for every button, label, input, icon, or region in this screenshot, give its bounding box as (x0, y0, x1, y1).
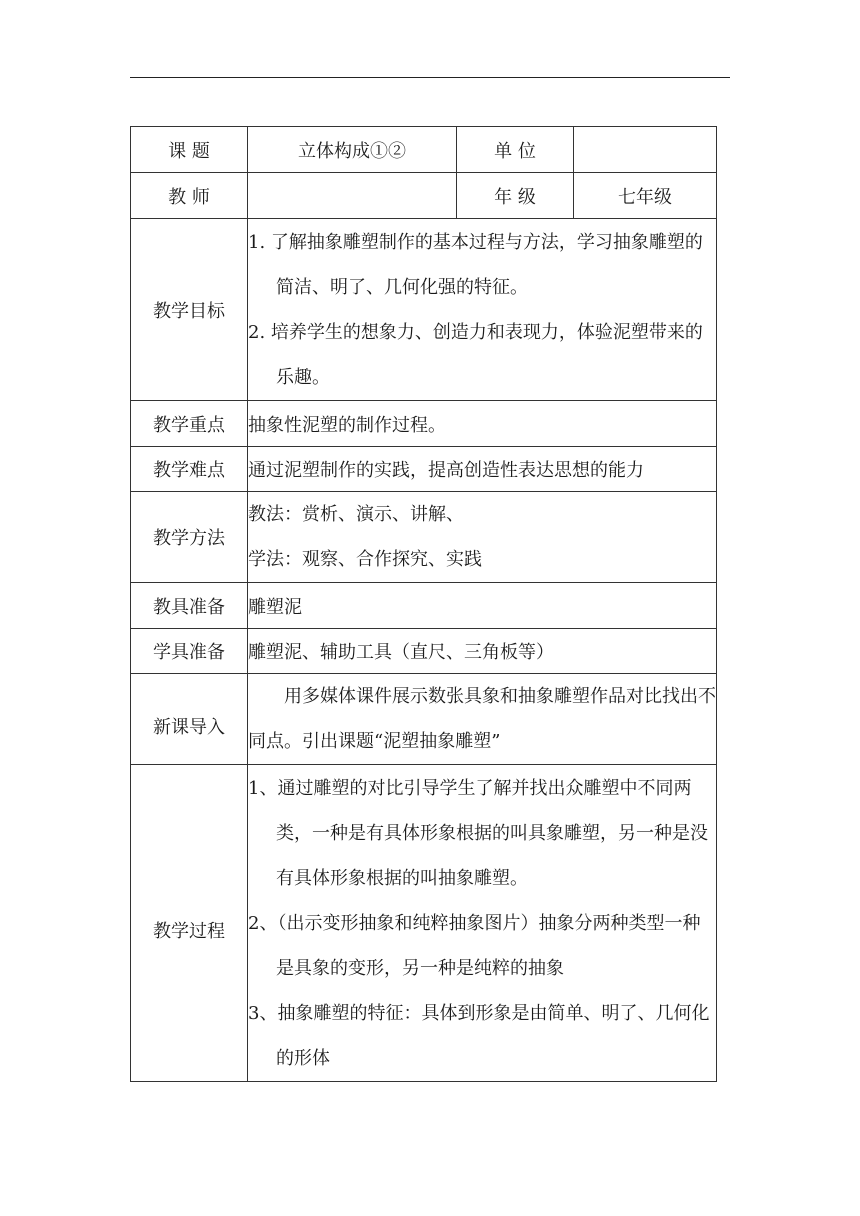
methods-label: 教学方法 (131, 492, 248, 583)
lesson-plan-table (130, 126, 717, 1082)
intro-paragraph: 用多媒体课件展示数张具象和抽象雕塑作品对比找出不同点。引出课题“泥塑抽象雕塑” (248, 686, 716, 752)
teacher-value (248, 173, 457, 219)
goals-label: 教学目标 (131, 219, 248, 401)
difficulties-value: 通过泥塑制作的实践，提高创造性表达思想的能力 (248, 447, 717, 492)
teaching-method-line: 教法：赏析、演示、讲解、 (248, 504, 464, 525)
header-rule (130, 77, 730, 78)
subject-value: 立体构成①② (248, 127, 457, 173)
table-row (131, 219, 717, 401)
intro-content (248, 674, 717, 765)
teacher-label: 教 师 (131, 173, 248, 219)
grade-value: 七年级 (574, 173, 717, 219)
table-row (131, 765, 717, 1082)
methods-content (248, 492, 717, 583)
intro-label: 新课导入 (131, 674, 248, 765)
process-item: 3、抽象雕塑的特征：具体到形象是由简单、明了、几何化的形体 (248, 1002, 710, 1069)
table-row (131, 583, 717, 629)
table-row (131, 674, 717, 765)
key-points-value: 抽象性泥塑的制作过程。 (248, 401, 717, 447)
teacher-tools-label: 教具准备 (131, 583, 248, 629)
table-row (131, 401, 717, 447)
table-row (131, 127, 717, 173)
table-row (131, 629, 717, 674)
process-label: 教学过程 (131, 765, 248, 1082)
grade-label: 年 级 (457, 173, 574, 219)
goal-item: 1. 了解抽象雕塑制作的基本过程与方法，学习抽象雕塑的简洁、明了、几何化强的特征。 (248, 231, 703, 298)
goals-content (248, 219, 717, 401)
teacher-tools-value: 雕塑泥 (248, 583, 717, 629)
unit-value (574, 127, 717, 173)
student-tools-value: 雕塑泥、辅助工具（直尺、三角板等） (248, 629, 717, 674)
unit-label: 单 位 (457, 127, 574, 173)
process-item: 1、通过雕塑的对比引导学生了解并找出众雕塑中不同两类，一种是有具体形象根据的叫具象雕塑，另一种是没有具体形象根据的叫抽象雕塑。 (248, 777, 708, 889)
table-row (131, 173, 717, 219)
learning-method-line: 学法：观察、合作探究、实践 (248, 549, 482, 570)
table-row (131, 447, 717, 492)
process-content (248, 765, 717, 1082)
difficulties-label: 教学难点 (131, 447, 248, 492)
process-item: 2、（出示变形抽象和纯粹抽象图片）抽象分两种类型一种是具象的变形，另一种是纯粹的抽象 (248, 912, 701, 979)
student-tools-label: 学具准备 (131, 629, 248, 674)
subject-label: 课 题 (131, 127, 248, 173)
key-points-label: 教学重点 (131, 401, 248, 447)
table-row (131, 492, 717, 583)
goal-item: 2. 培养学生的想象力、创造力和表现力，体验泥塑带来的乐趣。 (248, 321, 703, 388)
